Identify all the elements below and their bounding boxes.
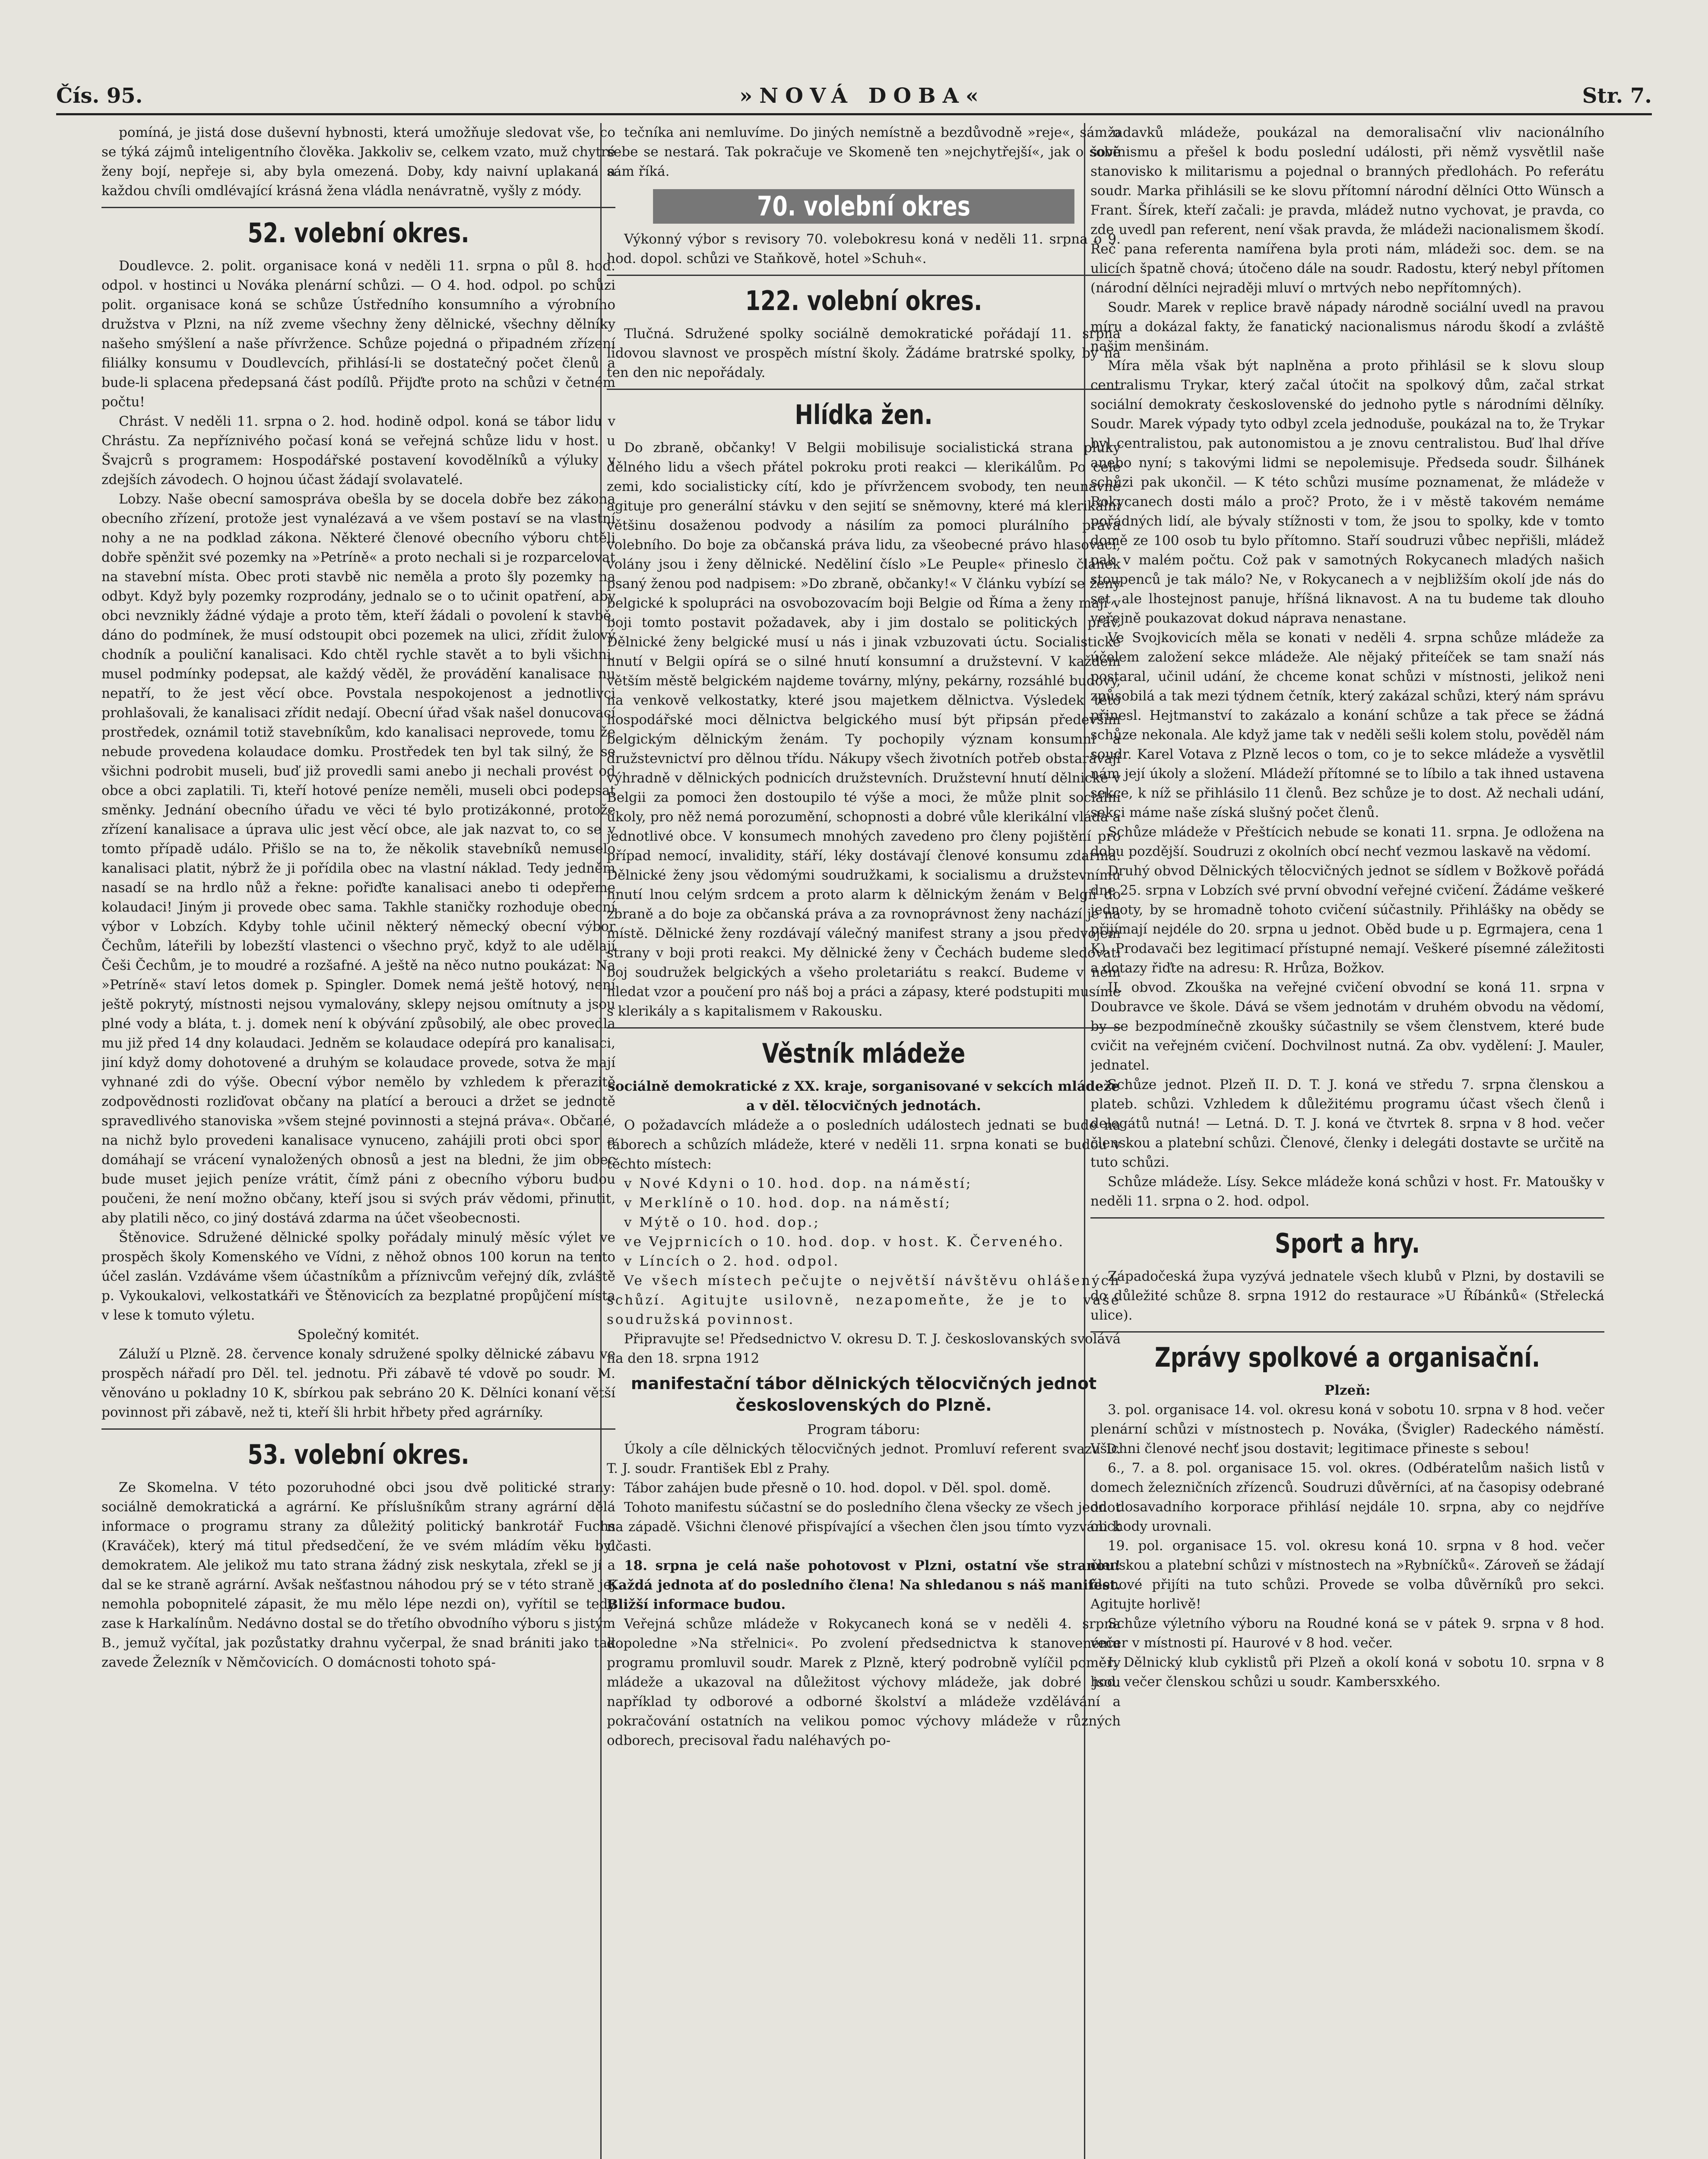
signature: Společný komitét.: [297, 1327, 420, 1342]
page-header: [56, 65, 1652, 108]
column-2: [607, 123, 1121, 2159]
section-heading: 52. volební okres.: [247, 217, 469, 249]
article-text: 3. pol. organisace 14. vol. okresu koná v sobotu 10. srpna v 8 hod. večer plenární schůzi v místnostech p. Nováka, (Švigler) Radeckého náměstí. Všichni členové nechť jsou dostavit; legitimace přineste s sebou!: [1090, 1402, 1604, 1456]
issue-number: Čís. 95.: [56, 84, 143, 108]
section-heading: Sport a hry.: [1274, 1228, 1420, 1259]
section-heading: Věstník mládeže: [762, 1038, 966, 1069]
list-item: v Mýtě o 10. hod. dop.;: [624, 1215, 820, 1230]
separator: [1090, 1217, 1604, 1219]
separator: [1090, 1331, 1604, 1333]
article-text: 6., 7. a 8. pol. organisace 15. vol. okres. (Odbératelům našich listů v domech železničních zřízenců. Soudruzi důvěrníci, ať na časopisy odebrané od dosavadního korporace přihlásí nejdále 10. srpna, aby co nejdříve obchody urovnali.: [1090, 1460, 1604, 1534]
article-text: Veřejná schůze mládeže v Rokycanech koná se v neděli 4. srpna dopoledne »Na střelnici«. Po zvolení předsednictva k stanovenému programu promluvil soudr. Marek z Plzně, který podrobně vylíčil poměry mládeže a ukazoval na důležitost výchovy mládeže, jak dobré jsou například ty odborové a odborné školství a mládeže vzdělávání a pokračování ostatních na velikou pomoc výchovy mládeže v různých odborech, precisoval řadu naléhavých po-: [607, 1616, 1121, 1748]
section-heading: 70. volební okres: [653, 189, 1074, 224]
article-text: Druhý obvod Dělnických tělocvičných jednot se sídlem v Božkově pořádá dne 25. srpna v Lobzích své první obvodní veřejné cvičení. Žádáme veškeré jednoty, by se hromadně tohoto cvičení súčastnily. Přihlášky na obědy se přijímají nejdéle do 20. srpna u jednot. Oběd bude u p. Egrmajera, cena 1 K). Prodavači bez legitimací přístupné nemají. Veškeré písemné záležitosti a dotazy řiďte na adresu: R. Hrůza, Božkov.: [1090, 863, 1604, 976]
article-text: Tlučná. Sdružené spolky sociálně demokratické pořádají 11. srpna lidovou slavnost ve prospěch místní školy. Žádáme bratrské spolky, by na ten den nic nepořádaly.: [607, 326, 1121, 380]
article-text: Soudr. Marek v replice bravě nápady národně sociální uvedl na pravou míru a dokázal fakty, že fanatický nacionalismus národu škodí a zvláště našim menšinám.: [1090, 300, 1604, 354]
article-text: Ve všech místech pečujte o největší návštěvu ohlášených schůzí. Agitujte usilovně, nezapomeňte, že je to vaše soudružská povinnost.: [607, 1273, 1121, 1327]
article-text: Schůze mládeže v Přeštícich nebude se konati 11. srpna. Je odložena na dobu pozdější. Soudruzi z okolních obcí nechť vezmou laskavě na vědomí.: [1090, 824, 1604, 859]
article-text: Výkonný výbor s revisory 70. volebokresu koná v neděli 11. srpna o 9. hod. dopol. schůzi ve Staňkově, hotel »Schuh«.: [607, 231, 1121, 266]
separator: [607, 275, 1121, 276]
separator: [101, 1428, 615, 1430]
column-1: [101, 123, 615, 2159]
article-text: II. obvod. Zkouška na veřejné cvičení obvodní se koná 11. srpna v Doubravce ve škole. Dává se všem jednotám v druhém obvodu na vědomí, by se bezpodmínečně zkoušky súčastnily se všem členstvem, které bude cvičit na veřejném cvičení. Dochvilnost nutná. Za obv. vydělení: J. Mauler, jednatel.: [1090, 980, 1604, 1073]
article-text: I. Dělnický klub cyklistů při Plzeň a okolí koná v sobotu 10. srpna v 8 hod. večer členskou schůzi u soudr. Kambersxkého.: [1090, 1655, 1604, 1690]
article-text: Míra měla však být naplněna a proto přihlásil se k slovu sloup centralismu Trykar, který začal útočit na spolkový dům, začal strkat sociální demokraty československé do jednoho pytle s národními dělníky. Soudr. Marek výpady tyto odbyl zcela jednoduše, poukázal na to, že Trykar byl centralistou, pak autonomistou a je znovu centralistou. Buď lhal dříve anebo nyní; s takovými lidmi se nepolemisuje. Předseda soudr. Šilhánek schůzi pak ukončil. — K této schůzi musíme poznamenat, že mládeže v Rokycanech dosti málo a proč? Proto, že i v městě takovém nemáme pořádných lidí, ale bývaly stížnosti v tom, že jsou to spolky, kde v tomto domě ze 100 osob tu bylo přítomno. Staří soudruzi vůbec nepřišli, mládež pak v malém počtu. Což pak v samotných Rokycanech mladých našich stoupenců je tak málo? Ne, v Rokycanech a v nejbližším okolí jde nás do set, ale lhostejnost panuje, hříšná liknavost. A na tu budeme tak dlouho veřejně poukazovat dokud náprava nenastane.: [1090, 358, 1604, 626]
article-text: Ze Skomelna. V této pozoruhodné obci jsou dvě politické strany: sociálně demokratická a agrární. Ke příslušníkům strany agrární dělá informace o programu strany za důležitý politický bankrotář Fuchs (Kraváček), který má titul předsedčení, že ve svém mládím věku byl demokratem. Ale jelikož mu tato strana žádný zisk neskytala, zřekl se jí a dal se ke straně agrární. Avšak nešťastnou náhodou prý se v této straně jej nemohla pobopnitelé zápasit, že mu mělo lépe nezdi on), vyřítil se tedy zase k Harkalínům. Nedávno dostal se do třetího obvodního výboru s jistým B., jemuž vyčítal, jak pozůstatky drahnu vyčerpal, že snad brániti jako tak zavede Železník v Němčovicích. O domácnosti tohoto spá-: [101, 1480, 615, 1670]
list-item: v Nové Kdyni o 10. hod. dop. na náměstí;: [624, 1176, 973, 1191]
article-text: Ve Svojkovicích měla se konati v neděli 4. srpna schůze mládeže za účelem založení sekce mládeže. Ale nějaký přiteíček se tam snaží nás postaral, učinil udání, že chceme konat schůzi v místnosti, jelikož neni způsobilá a tak mezi týdnem četník, který zakázal schůzi, který nám správu přinesl. Hejtmanství to zakázalo a konání schůze a tak přece se žádná schůze nekonala. Ale když jame tak v neděli sešli kolem stolu, pověděl nám soudr. Karel Votava z Plzně lecos o tom, co je to sekce mládeže a vysvětlil nám její úkoly a složení. Mládeží přítomné se to líbilo a tak ihned ustavena sekce, k níž se přihlásilo 11 členů. Bez schůze je to dost. Až nechali udání, sekci máme naše získá slušný počet členů.: [1090, 630, 1604, 820]
article-text: Chrást. V neděli 11. srpna o 2. hod. hodině odpol. koná se tábor lidu v Chrástu. Za nepříznivého počasí koná se veřejná schůze lidu v host. u Švajcrů s programem: Hospodářské postavení kovodělníků a výluky v zdejších závodech. O hojnou účast žádají svolavatelé.: [101, 414, 615, 488]
article-text: Štěnovice. Sdružené dělnické spolky pořádaly minulý měsíc výlet ve prospěch školy Komenského ve Vídni, z něhož obnos 100 korun na tento účel zaslán. Vzdáváme všem účastníkům a příznivcům veřejný dík, zvláště p. Vykoukalovi, velkostatkáři ve Štěnovicích za bezplatné propůjčení místa v lese k tomuto výletu.: [101, 1230, 615, 1323]
separator: [607, 389, 1121, 390]
page-number: Str. 7.: [1582, 84, 1652, 108]
separator: [101, 207, 615, 208]
article-text: O požadavcích mládeže a o posledních událostech jednati se bude na táborech a schůzích mládeže, které v neděli 11. srpna konati se budou v těchto místech:: [607, 1117, 1121, 1172]
article-text: Doudlevce. 2. polit. organisace koná v neděli 11. srpna o půl 8. hod. odpol. v hostinci u Nováka plenární schůzi. — O 4. hod. odpol. po schůzi polit. organisace koná se schůze Ústředního konsumního a výrobního družstva v Plzni, na níž zveme všechny ženy dělnické, všechny dělníky našeho smýšlení a naše přívržence. Schůze pojedná o připadném zřízení filiálky konsumu v Doudlevcích, přihlásí-li se dostatečný počet členů a bude-li splacena předepsaná část podílů. Přijďte proto na schůzi v četném počtu!: [101, 258, 615, 410]
article-text: Připravujte se! Předsednictvo V. okresu D. T. J. českoslovanských svolává na den 18. srpna 1912: [607, 1331, 1121, 1366]
masthead-title: »NOVÁ DOBA«: [739, 84, 986, 108]
column-3: [1090, 123, 1604, 2159]
section-heading: 53. volební okres.: [247, 1439, 469, 1470]
article-text: Úkoly a cíle dělnických tělocvičných jednot. Promluví referent svazu D. T. J. soudr. František Ebl z Prahy.: [607, 1441, 1121, 1476]
article-text: 19. pol. organisace 15. vol. okresu koná 10. srpna v 8 hod. večer členskou a platební schůzi v místnostech na »Rybníčků«. Zároveň se žádají členové přijíti na tuto schůzi. Provede se volba důvěrníků pro sekci. Agitujte horlivě!: [1090, 1538, 1604, 1612]
section-heading: Zprávy spolkové a organisační.: [1154, 1342, 1540, 1373]
event-heading: manifestační tábor dělnických tělocvičných jednot československých do Plzně.: [631, 1374, 1097, 1415]
article-text: pomíná, je jistá dose duševní hybnosti, která umožňuje sledovat vše, co se týká zájmů inteligentního člověka. Jakkoliv se, celkem vzato, muž chytré ženy bojí, nepřeje si, aby byla omezená. Doby, kdy naivní uplakaná a každou chvíli omdlévající krásná žena vládla nenávratně, vyšly z módy.: [101, 125, 615, 199]
list-item: v Líncích o 2. hod. odpol.: [624, 1254, 840, 1269]
article-text: Lobzy. Naše obecní samospráva obešla by se docela dobře bez zákona obecního zřízení, protože jest vynalézavá a ve všem postaví se na vlastní nohy a ne na podklad zákona. Některé členové obecního výboru chtěli dobře spěnžit své pozemky na »Petríně« a proto nechali si je rozparcelovat na stavební místa. Obec proti stavbě nic neměla a proto šly pozemky na odbyt. Když byly pozemky rozprodány, jednalo se o to učinit opatření, aby obci nevznikly žádné výdaje a proto těm, kteří žádali o povolení k stavbě, dáno do podmínek, že musí odstoupit obci pozemek na ulici, zřídit žulový chodník a pouliční kanalisaci. Kdo chtěl rychle stavět a to byli všichni, musel podmínky podepsat, ale každý věděl, že provádění kanalisace nu nepatří, to že jest věcí obce. Povstala nespokojenost a jednotlivci prohlašovali, že kanalisaci zřídit nedají. Obecní úřad však našel donucovací prostředek, oznámil totiž stavebníkům, kdo kanalisaci neprovede, tomu že nebude provedena kolaudace domku. Prostředek ten byl tak silný, že se všichni podrobit museli, buď již provedli sami anebo ji nechali provést od obce a obci zaplatili. Ti, kteří hotové peníze neměli, museli obci podepsat směnky. Jednání obecního úřadu ve věci té bylo protizákonné, protože zřízení kanalisace a úprava ulic jest věcí obce, ale jak nazvat to, co se v tomto případě událo. Přišlo se na to, že několik stavebníků nemuselo kanalisaci platit, nýbrž že ji pořídila obec na vlastní náklad. Tedy jedněm nasadí se na hrdlo nůž a řekne: pořiďte kanalisaci anebo ti odepřeme kolaudaci! Jiným ji provede obec sama. Takhle staničky rozhoduje obecní výbor v Lobzích. Kdyby tohle učinil některý německý obecní výbor Čechům, láteřili by lobezští vlastenci o všechno pryč, když to ale udělají Češi Čechům, je to moudré a rozšafné. A ještě na něco nutno poukázat: Na »Petríně« staví letos domek p. Spingler. Domek nemá ještě hotový, není ještě pokrytý, místnosti nejsou vymalovány, sklepy nejsou omítnuty a jsou plné vody a bláta, t. j. domek není k obývání způsobilý, ale obec provedla mu již před 14 dny kolaudaci. Jedněm se kolaudace odepírá pro kanalisaci, jiní když domy dohotovené a druhým se kolaudace provede, sotva že mají vyhnané zdi do výše. Obecní výbor nemělo by vzhledem k přerazitě zodpovědnosti rozliďovat občany na platící a berouci a držet se jednotě spravedlivého stanoviska »všem stejné povinnosti a stejná práva«. Občané, na nichž bylo provedeni kanalisace vynuceno, zahájili proti obci spor a domáhají se vrácení vynaložených obnosů a jest na bledni, že jim obec bude muset jejich peníze vrátit, čímž páni z obecního výboru budou poučeni, že není možno občany, kteří jsou si svých práv vědomi, přinutit, aby platili něco, co jiný dostává zdarma na účet všeobecnosti.: [101, 491, 615, 1226]
article-text: Schůze mládeže. Lísy. Sekce mládeže koná schůzi v host. Fr. Matoušky v neděli 11. srpna o 2. hod. odpol.: [1090, 1174, 1604, 1209]
article-text: Záluží u Plzně. 28. července konaly sdružené spolky dělnické zábavu ve prospěch nářadí pro Děl. tel. jednotu. Při zábavě té vdově po soudr. M. věnováno u pokladny 10 K, sbírkou pak sebráno 20 K. Dělníci konaní větší povinnost při zábavě, než ti, kteří šli hrbit hřbety před agrárníky.: [101, 1346, 615, 1420]
location-label: Plzeň:: [1324, 1383, 1371, 1398]
article-text: Tohoto manifestu súčastní se do posledního člena všecky ze všech jednot na západě. Všichni členové přispívající a všechen člen jsou tímto vyzváni k účasti.: [607, 1500, 1121, 1554]
section-heading: Hlídka žen.: [795, 399, 933, 431]
article-text: tečníka ani nemluvíme. Do jiných nemístně a bezdůvodně »reje«, sám o sebe se nestará. Tak pokračuje ve Skomeně ten »nejchytřejší«, jak o sobě sám říká.: [607, 125, 1121, 179]
article-text: Západočeská župa vyzývá jednatele všech klubů v Plzni, by dostavili se do důležité schůze 8. srpna 1912 do restaurace »U Říbánků« (Střelecká ulice).: [1090, 1269, 1604, 1323]
list-item: ve Vejprnicích o 10. hod. dop. v host. K. Červeného.: [624, 1234, 1065, 1250]
list-item: v Merklíně o 10. hod. dop. na náměstí;: [624, 1195, 952, 1211]
program-label: Program táboru:: [807, 1422, 920, 1437]
article-text: žadavků mládeže, poukázal na demoralisační vliv nacionálního šovinismu a přešel k bodu poslední události, při němž vysvětlil naše stanovisko k militarismu a pojednal o branných předlohách. Po referátu soudr. Marka přihlásili se ke slovu přítomní národní dělníci Otto Wünsch a Frant. Šírek, kteří začali: je pravda, mládež nutno vychovat, je pravda, co zde uvedl pan referent, není však pravda, že mládeži nacionalismem škodí. Řeč pana referenta namířena byla proti nám, mládeži soc. dem. se na ulicích špatně chová; útočeno dále na soudr. Radostu, který nebyl přítomen (národní dělníci nejraději mluví o mrtvých nebo nepřítomných).: [1090, 125, 1604, 296]
article-text: Do zbraně, občanky! V Belgii mobilisuje socialistická strana pluky dělného lidu a všech přátel pokroku proti reakci — klerikálům. Po celé zemi, kdo socialisticky cítí, kdo je přívržencem svobody, ten neunavně agituje pro generální stávku v den sejití se sněmovny, které má klerikální většinu dosaženou podvody a násilím za pomoci plurálního práva volebního. Do boje za občanská práva lidu, za všeobecné právo hlasovací, volány jsou i ženy dělnické. Neděliní číslo »Le Peuple« přineslo článek psaný ženou pod nadpisem: »Do zbraně, občanky!« V článku vybízí se ženy belgické k spolupráci na osvobozovacím boji Belgie od Říma a ženy mají v boji tomto postavit požadavek, aby i jim dostalo se politických práv. Dělnické ženy belgické musí u nás i jinak vzbuzovati úctu. Socialistické hnutí v Belgii opírá se o silné hnutí konsumní a družstevní. V každém větším městě belgickém najdeme továrny, mlýny, pekárny, rozsáhlé budovy, na venkově velkostatky, které jsou majetkem dělnictva. Výsledek této hospodářské moci dělnictva belgického musí být připsán především belgickým dělnickým ženám. Ty pochopily význam konsumní a družstevnictví pro dělnou třídu. Nákupy všech životních potřeb obstarávají výhradně v dělnických podnicích družstevních. Družstevní hnutí dělnické v Belgii za pomoci žen dostoupilo té výše a moci, že může plnit sociální úkoly, pro něž nemá porozumění, schopnosti a dobré vůle klerikální vláda a jednotlivé obce. V konsumech mnohých zavedeno pro členy pojištění pro případ nemocí, invalidity, stáří, léky dostávají členové konsumu zdarma. Dělnické ženy jsou vědomými soudružkami, k socialismu a družstevnímu hnutí lnou celým srdcem a proto alarm k dělnickým ženám v Belgii do zbraně a do boje za občanská práva a za rovnoprávnost ženy nachází je na místě. Dělnické ženy rozdávají válečný manifest strany a jsou předvojem strany v boji proti reakci. My dělnické ženy v Čechách budeme sledovati boj soudružek belgických a všeho proletariátu s reakcí. Budeme v něm hledat vzor a poučení pro náš boj a práci a zápasy, které podstupiti musíme s klerikály a s kapitalismem v Rakousku.: [607, 440, 1121, 1019]
article-text: Schůze výletního výboru na Roudné koná se v pátek 9. srpna v 8 hod. večer v místnosti pí. Haurové v 8 hod. večer.: [1090, 1616, 1604, 1651]
header-rule: [56, 113, 1652, 115]
article-text: Tábor zahájen bude přesně o 10. hod. dopol. v Děl. spol. domě.: [624, 1480, 1051, 1496]
article-text: 18. srpna je celá naše pohotovost v Plzni, ostatní vše stranou! Každá jednota ať do posledního člena! Na shledanou s náš manifest. Bližší informace budou.: [607, 1558, 1121, 1612]
section-heading: 122. volební okres.: [745, 285, 982, 317]
article-text: Schůze jednot. Plzeň II. D. T. J. koná ve středu 7. srpna členskou a plateb. schůzi. Vzhledem k důležitému programu účast všech členů i delegátů nutná! — Letná. D. T. J. koná ve čtvrtek 8. srpna v 8 hod. večer členskou a platební schůzi. Členové, členky i delegáti dostavte se určitě na tuto schůzi.: [1090, 1077, 1604, 1170]
separator: [607, 1027, 1121, 1029]
section-subtitle: sociálně demokratické z XX. kraje, sorganisované v sekcích mládeže a v děl. tělocvičných jednotách.: [608, 1079, 1120, 1114]
